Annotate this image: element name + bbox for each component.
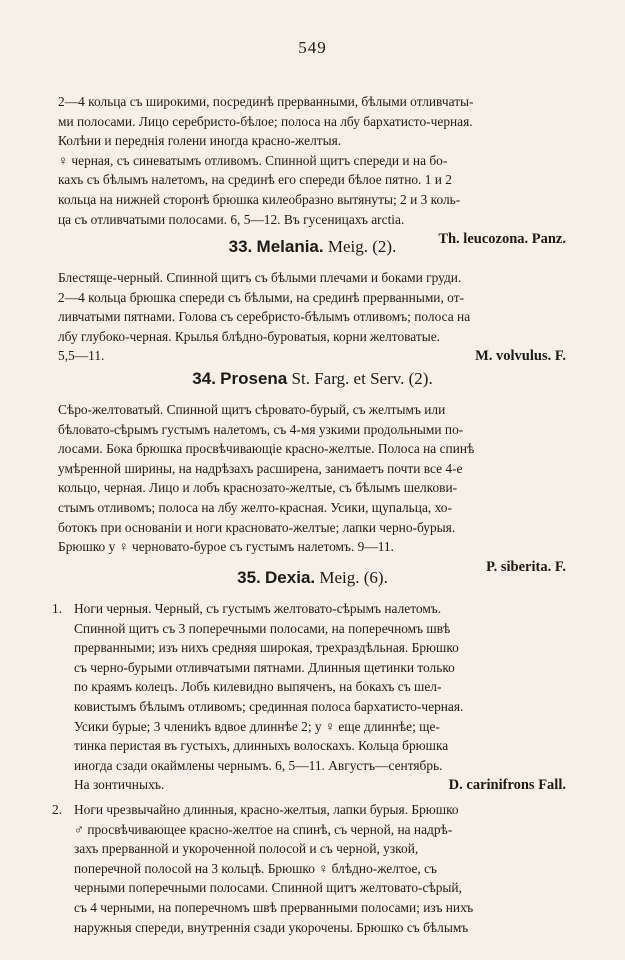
text-line: Брюшко у ♀ черновато-бурое съ густымъ налетомъ. 9—11. (58, 539, 394, 555)
text-line: На зонтичныхъ. (74, 777, 165, 793)
text-line: 2—4 кольца брюшка спереди съ бѣлыми, на срединѣ прерванными, от- (58, 289, 465, 305)
text-line: ковистымъ бѣлымъ отливомъ; срединная полоса бархатисто-черная. (74, 698, 464, 714)
top-paragraph (58, 92, 566, 249)
text-line: Усики бурые; 3 члениkъ вдвое длиннѣе 2; у ♀ еще длиннѣе; ще- (74, 718, 440, 734)
line-with-signature (74, 775, 566, 795)
text-line: кольцо, черная. Лицо и лобъ краснозато-желтые, съ бѣлымъ шелкови- (58, 480, 458, 496)
species-signature: P. siberita. F. (486, 558, 566, 575)
text-line: тинка перистая въ густыхъ, длинныхъ волоскахъ. Кольца брюшка (74, 738, 449, 754)
species-signature: D. carinifrons Fall. (448, 777, 566, 794)
genus-name: Dexia. (265, 568, 316, 587)
text-line: ботокъ при основаніи и ноги красновато-желтые; лапки черно-бурыя. (58, 519, 456, 535)
text-line: Ноги черныя. Черный, съ густымъ желтовато-сѣрымъ налетомъ. (74, 601, 442, 616)
species-signature: M. volvulus. F. (475, 348, 566, 365)
text-line: 2—4 кольца съ широкими, посрединѣ прерванными, бѣлыми отливчаты- (58, 94, 474, 109)
text-line: Сѣро-желтоватый. Спинной щитъ сѣровато-бурый, съ желтымъ или (58, 402, 446, 417)
text-line: Колѣни и переднія голени иногда красно-желтыя. (58, 133, 342, 149)
genus-heading-prosena (0, 368, 625, 390)
text-line: кольца на нижней сторонѣ брюшка килеобразно вытянуты; 2 и 3 коль- (58, 191, 461, 207)
genus-heading-dexia (0, 567, 625, 589)
text-line: лбу глубоко-черная. Крылья блѣдно-буроватыя, корни желтоватые. (58, 328, 441, 344)
text-line: лосами. Бока брюшка просвѣчивающіе красно-желтые. Полоса на спинѣ (58, 441, 475, 457)
text-line: умѣренной ширины, на надрѣзахъ расширена, занимаетъ почти все 4-е (58, 460, 463, 476)
genus-name: Prosena (220, 369, 288, 388)
text-line: по краямъ колецъ. Лобъ килевидно выпяченъ, на бокахъ съ шел- (74, 679, 442, 695)
text-line: бѣловато-сѣрымъ густымъ налетомъ, съ 4-мя узкими продольными по- (58, 421, 464, 437)
text-line: съ 4 черными, на поперечномъ швѣ прерванными полосами; изъ нихъ (74, 899, 474, 915)
text-line: ливчатыми пятнами. Голова съ серебристо-бѣлымъ отливомъ; полоса на (58, 309, 471, 325)
text-line: ца съ отливчатыми полосами. 6, 5—12. Въ гусеницахъ arctia. (58, 211, 405, 227)
prosena-paragraph (58, 400, 566, 577)
text-line: съ черно-бурыми отливчатыми пятнами. Длинныя щетинки только (74, 659, 455, 675)
text-line: наружныя спереди, внутреннія сзади укорочены. Брюшко съ бѣлымъ (74, 919, 469, 935)
genus-number: 33. (228, 237, 253, 256)
text-line: Блестяще-черный. Спинной щитъ съ бѣлыми плечами и боками груди. (58, 270, 462, 285)
text-line: кахъ съ бѣлымъ налетомъ, на срединѣ его спереди бѣлое пятно. 1 и 2 (58, 172, 453, 188)
page-number: 549 (298, 38, 327, 57)
text-line: иногда сзади окаймлены чернымъ. 6, 5—11. Августъ—сентябрь. (74, 757, 443, 773)
text-line: захъ прерванной и укороченной полосой и съ черной, узкой, (74, 841, 419, 857)
text-line: поперечной полосой на 3 кольцѣ. Брюшко ♀ блѣдно-желтое, съ (74, 860, 437, 876)
line-with-signature (58, 346, 566, 366)
species-signature: Th. leucozona. Panz. (438, 231, 566, 248)
text-line: ♂ просвѣчивающее красно-желтое на спинѣ, съ черной, на надрѣ- (74, 821, 453, 837)
melania-paragraph (58, 268, 566, 366)
text-line: ми полосами. Лицо серебристо-бѣлое; полоса на лбу бархатисто-черная. (58, 113, 473, 129)
text-line: Спинной щитъ съ 3 поперечными полосами, на поперечномъ швѣ (74, 620, 451, 636)
text-line: прерванными; изъ нихъ средняя широкая, трехраздѣльная. Брюшко (74, 640, 459, 656)
key-item-1 (52, 599, 566, 795)
text-line: 5,5—11. (58, 348, 105, 364)
item-number: 1. (52, 601, 63, 616)
genus-author: St. Farg. et Serv. (2). (291, 369, 433, 388)
genus-number: 35. (237, 568, 261, 587)
genus-author: Meig. (2). (327, 237, 397, 256)
key-item-2 (52, 800, 566, 937)
text-line: ♀ черная, съ синеватымъ отливомъ. Спинной щитъ спереди и на бо- (58, 152, 448, 168)
text-line: Ноги чрезвычайно длинныя, красно-желтыя, лапки бурыя. Брюшко (74, 802, 459, 817)
genus-heading-melania (0, 236, 625, 258)
text-line: стымъ отливомъ; полоса на лбу желто-красная. Усики, щупальца, хо- (58, 499, 452, 515)
genus-author: Meig. (6). (319, 568, 388, 587)
genus-number: 34. (192, 369, 216, 388)
item-number: 2. (52, 802, 63, 817)
genus-name: Melania. (256, 237, 324, 256)
text-line: черными поперечными полосами. Спинной щитъ желтовато-сѣрый, (74, 880, 462, 896)
